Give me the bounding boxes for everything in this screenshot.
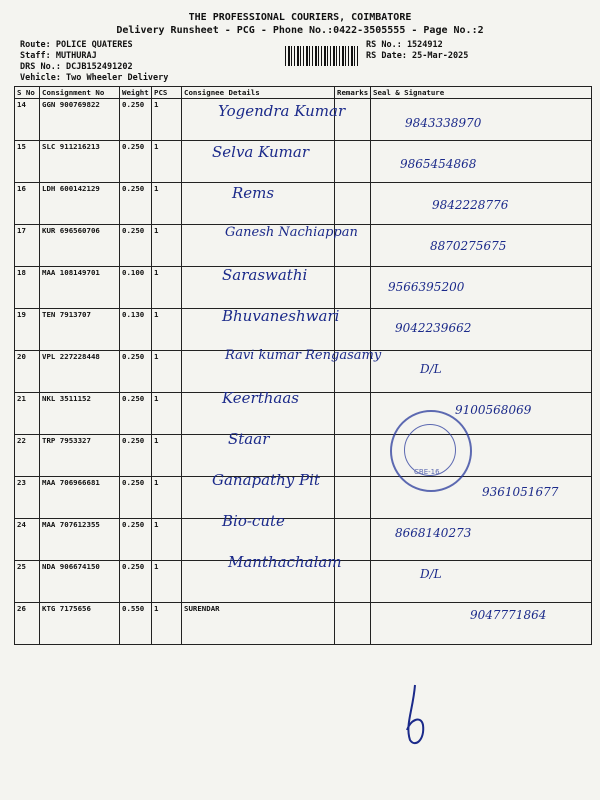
handwritten-signature: 9100568069 [455,403,532,417]
handwritten-signature: 9843338970 [405,116,482,130]
cell-pcs: 1 [152,603,182,645]
cell-remarks [335,309,371,351]
stamp-text: CBE-16 [414,468,440,476]
handwritten-consignee: Yogendra Kumar [218,102,346,120]
cell-pcs: 1 [152,435,182,477]
cell-remarks [335,183,371,225]
cell-weight: 0.250 [120,393,152,435]
header-signature: Seal & Signature [371,87,592,99]
cell-weight: 0.250 [120,225,152,267]
handwritten-consignee: Ganesh Nachiappan [225,225,358,240]
handwritten-signature: 9042239662 [395,321,472,335]
header-remarks: Remarks [335,87,371,99]
handwritten-consignee: Staar [228,430,270,448]
handwritten-consignee: Bio-cute [222,512,285,530]
cell-weight: 0.100 [120,267,152,309]
handwritten-signature: 8870275675 [430,239,507,253]
handwritten-consignee: Saraswathi [222,266,308,284]
cell-sno: 23 [15,477,40,519]
handwritten-consignee: Rems [232,184,275,202]
cell-pcs: 1 [152,267,182,309]
handwritten-signature: D/L [420,567,442,581]
handwritten-signature: D/L [420,362,442,376]
handwritten-consignee: Selva Kumar [212,143,310,161]
cell-weight: 0.250 [120,561,152,603]
runsheet-subtitle: Delivery Runsheet - PCG - Phone No.:0422-3505555 - Page No.:2 [116,25,484,36]
header-pcs: PCS [152,87,182,99]
cell-pcs: 1 [152,561,182,603]
staff-label: Staff: MUTHURAJ [20,51,97,61]
cell-pcs: 1 [152,183,182,225]
handwritten-signature: 9566395200 [388,280,465,294]
route-label: Route: POLICE QUATERES [20,40,133,50]
cell-remarks [335,393,371,435]
bottom-scribble [385,680,455,750]
cell-sno: 17 [15,225,40,267]
table-header-row [15,87,592,99]
cell-weight: 0.250 [120,477,152,519]
cell-consignment: VPL 227228448 [40,351,120,393]
cell-weight: 0.250 [120,141,152,183]
handwritten-consignee: Ravi kumar Rengasamy [225,348,382,363]
cell-consignment: TRP 7953327 [40,435,120,477]
cell-weight: 0.250 [120,351,152,393]
cell-remarks [335,435,371,477]
cell-consignment: TEN 7913707 [40,309,120,351]
cell-pcs: 1 [152,99,182,141]
cell-consignment: KUR 696560706 [40,225,120,267]
handwritten-signature: 8668140273 [395,526,472,540]
handwritten-consignee: Keerthaas [222,389,299,407]
cell-consignee: SURENDAR [182,603,335,645]
cell-weight: 0.550 [120,603,152,645]
cell-sno: 22 [15,435,40,477]
cell-consignment: KTG 7175656 [40,603,120,645]
cell-sno: 24 [15,519,40,561]
cell-consignment: MAA 108149701 [40,267,120,309]
handwritten-consignee: Ganapathy Pit [212,471,320,489]
cell-consignment: NDA 906674150 [40,561,120,603]
cell-consignment: LDH 600142129 [40,183,120,225]
cell-pcs: 1 [152,309,182,351]
cell-consignment: MAA 706966681 [40,477,120,519]
cell-sno: 18 [15,267,40,309]
cell-pcs: 1 [152,141,182,183]
cell-consignment: GGN 900769822 [40,99,120,141]
cell-sno: 14 [15,99,40,141]
header-sno: S No [15,87,40,99]
barcode [285,46,360,66]
cell-sno: 20 [15,351,40,393]
handwritten-signature: 9842228776 [432,198,509,212]
handwritten-consignee: Manthachalam [228,553,342,571]
cell-consignment: MAA 707612355 [40,519,120,561]
cell-weight: 0.250 [120,99,152,141]
header-weight: Weight [120,87,152,99]
cell-weight: 0.250 [120,435,152,477]
rs-number: RS No.: 1524912 [366,40,443,50]
header-consignment: Consignment No [40,87,120,99]
cell-pcs: 1 [152,477,182,519]
cell-remarks [335,267,371,309]
handwritten-signature: 9047771864 [470,608,547,622]
delivery-stamp [390,410,472,492]
cell-sno: 15 [15,141,40,183]
cell-weight: 0.250 [120,519,152,561]
cell-remarks [335,141,371,183]
cell-signature [371,351,592,393]
cell-remarks [335,603,371,645]
cell-sno: 16 [15,183,40,225]
cell-sno: 19 [15,309,40,351]
cell-pcs: 1 [152,351,182,393]
cell-sno: 25 [15,561,40,603]
cell-consignment: NKL 3511152 [40,393,120,435]
cell-weight: 0.250 [120,183,152,225]
cell-pcs: 1 [152,393,182,435]
cell-weight: 0.130 [120,309,152,351]
cell-pcs: 1 [152,519,182,561]
drs-label: DRS No.: DCJB152491202 [20,62,133,72]
cell-signature [371,561,592,603]
cell-pcs: 1 [152,225,182,267]
handwritten-consignee: Bhuvaneshwari [222,307,340,325]
rs-date: RS Date: 25-Mar-2025 [366,51,469,61]
cell-sno: 21 [15,393,40,435]
handwritten-signature: 9865454868 [400,157,477,171]
handwritten-signature: 9361051677 [482,485,559,499]
company-title: THE PROFESSIONAL COURIERS, COIMBATORE [188,12,412,23]
cell-consignment: SLC 911216213 [40,141,120,183]
cell-sno: 26 [15,603,40,645]
header-consignee: Consignee Details [182,87,335,99]
cell-remarks [335,477,371,519]
left-meta-block [20,40,168,84]
vehicle-label: Vehicle: Two Wheeler Delivery [20,73,169,83]
right-meta-block [366,40,468,62]
